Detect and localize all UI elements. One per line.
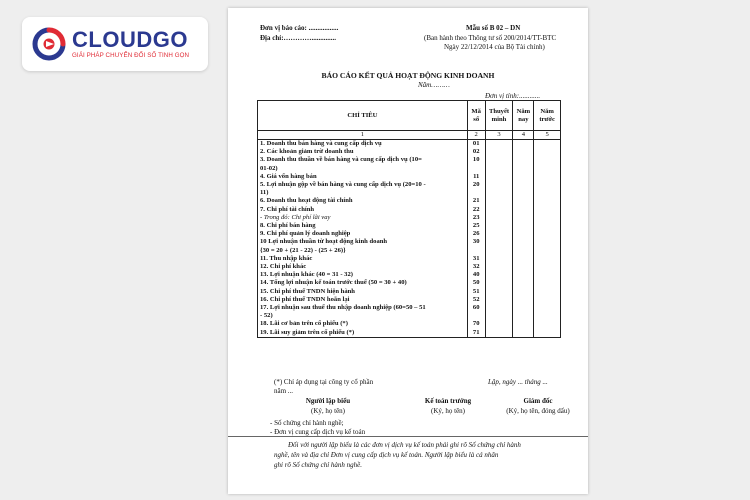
- row-label: 2. Các khoản giảm trừ doanh thu: [258, 148, 468, 156]
- signer-preparer-title: Người lập biểu: [305, 397, 351, 405]
- row-last-year-cell: [534, 222, 561, 230]
- row-code: 50: [467, 279, 485, 287]
- table-row: [258, 181, 561, 189]
- row-last-year-cell: [534, 140, 561, 149]
- row-last-year-cell: [534, 247, 561, 255]
- row-label: 9. Chi phí quản lý doanh nghiệp: [258, 230, 468, 238]
- row-code: [467, 247, 485, 255]
- table-row: [258, 206, 561, 214]
- row-last-year-cell: [534, 271, 561, 279]
- row-label: 11. Thu nhập khác: [258, 255, 468, 263]
- row-note-cell: [485, 320, 513, 328]
- row-this-year-cell: [513, 197, 534, 205]
- row-this-year-cell: [513, 271, 534, 279]
- table-row: [258, 255, 561, 263]
- row-last-year-cell: [534, 279, 561, 287]
- unit-label: Đơn vị báo cáo: .................: [260, 24, 339, 32]
- row-code: 51: [467, 288, 485, 296]
- row-this-year-cell: [513, 156, 534, 164]
- row-label: 14. Tổng lợi nhuận kế toán trước thuế (50 = 30 + 40): [258, 279, 468, 287]
- header-code: Mã số: [467, 101, 485, 131]
- row-label: {30 = 20 + (21 - 22) - (25 + 26)}: [258, 247, 468, 255]
- table-row: [258, 271, 561, 279]
- row-this-year-cell: [513, 304, 534, 312]
- col-number: 3: [485, 131, 513, 140]
- row-code: 22: [467, 206, 485, 214]
- row-this-year-cell: [513, 173, 534, 181]
- table-row: [258, 238, 561, 246]
- table-row: [258, 279, 561, 287]
- row-note-cell: [485, 206, 513, 214]
- row-note-cell: [485, 181, 513, 189]
- table-row: [258, 247, 561, 255]
- row-note-cell: [485, 222, 513, 230]
- row-label: 19. Lãi suy giảm trên cổ phiếu (*): [258, 329, 468, 338]
- row-label: - 52): [258, 312, 468, 320]
- date-line: Lập, ngày ... tháng ...: [488, 378, 548, 386]
- row-label: 5. Lợi nhuận gộp về bán hàng và cung cấp dịch vụ (20=10 -: [258, 181, 468, 189]
- row-note-cell: [485, 329, 513, 338]
- row-code: 52: [467, 296, 485, 304]
- table-row: [258, 165, 561, 173]
- row-this-year-cell: [513, 165, 534, 173]
- row-code: 02: [467, 148, 485, 156]
- row-this-year-cell: [513, 222, 534, 230]
- row-label: 1. Doanh thu bán hàng và cung cấp dịch vụ: [258, 140, 468, 149]
- table-row: [258, 296, 561, 304]
- divider: [228, 436, 588, 437]
- issued-by-line-2: Ngày 22/12/2014 của Bộ Tài chính): [444, 43, 545, 51]
- row-last-year-cell: [534, 263, 561, 271]
- row-label: 01-02): [258, 165, 468, 173]
- cloudgo-logo[interactable]: [22, 17, 208, 71]
- row-this-year-cell: [513, 288, 534, 296]
- row-code: 20: [467, 181, 485, 189]
- row-last-year-cell: [534, 148, 561, 156]
- table-row: [258, 214, 561, 222]
- address-label: Địa chỉ:…………..............: [260, 34, 337, 42]
- table-row: [258, 263, 561, 271]
- table-row: [258, 140, 561, 149]
- closing-line-3: ghi rõ Số chứng chỉ hành nghề.: [274, 461, 363, 469]
- signer-accountant-note: (Ký, họ tên): [430, 407, 466, 415]
- closing-line-1: Đối với người lập biểu là các đơn vị dịch vụ kế toán phải ghi rõ Số chứng chỉ hành: [288, 441, 521, 449]
- row-code: 01: [467, 140, 485, 149]
- row-note-cell: [485, 165, 513, 173]
- row-last-year-cell: [534, 156, 561, 164]
- row-label: 8. Chi phí bán hàng: [258, 222, 468, 230]
- row-last-year-cell: [534, 255, 561, 263]
- row-code: [467, 312, 485, 320]
- row-code: 23: [467, 214, 485, 222]
- year-short: năm ...: [274, 387, 294, 395]
- row-code: 26: [467, 230, 485, 238]
- header-last-year: Năm trước: [534, 101, 561, 131]
- closing-line-2: nghề, tên và địa chỉ Đơn vị cung cấp dịch vụ kế toán. Người lập biểu là cá nhân: [274, 451, 499, 459]
- table-row: [258, 230, 561, 238]
- table-row: [258, 329, 561, 338]
- signer-accountant-title: Kế toán trưởng: [424, 397, 472, 405]
- col-number: 1: [258, 131, 468, 140]
- row-code: 32: [467, 263, 485, 271]
- issued-by-line-1: (Ban hành theo Thông tư số 200/2014/TT-BTC: [424, 34, 557, 42]
- row-this-year-cell: [513, 140, 534, 149]
- row-this-year-cell: [513, 214, 534, 222]
- row-this-year-cell: [513, 181, 534, 189]
- col-number: 2: [467, 131, 485, 140]
- table-row: [258, 312, 561, 320]
- row-code: 70: [467, 320, 485, 328]
- row-code: 25: [467, 222, 485, 230]
- row-note-cell: [485, 148, 513, 156]
- row-label: 7. Chi phí tài chính: [258, 206, 468, 214]
- form-code: Mẫu số B 02 – DN: [466, 24, 521, 32]
- row-code: 11: [467, 173, 485, 181]
- table-row: [258, 288, 561, 296]
- row-note-cell: [485, 247, 513, 255]
- table-row: [258, 304, 561, 312]
- row-label: 18. Lãi cơ bản trên cổ phiếu (*): [258, 320, 468, 328]
- report-title: BÁO CÁO KẾT QUẢ HOẠT ĐỘNG KINH DOANH: [321, 71, 495, 80]
- row-note-cell: [485, 189, 513, 197]
- note-certificate: - Số chứng chỉ hành nghề;: [270, 419, 344, 427]
- row-last-year-cell: [534, 329, 561, 338]
- row-code: 40: [467, 271, 485, 279]
- row-last-year-cell: [534, 320, 561, 328]
- row-code: 10: [467, 156, 485, 164]
- row-this-year-cell: [513, 255, 534, 263]
- signer-director-title: Giám đốc: [523, 397, 553, 405]
- row-code: [467, 189, 485, 197]
- row-label: 13. Lợi nhuận khác (40 = 31 - 32): [258, 271, 468, 279]
- row-note-cell: [485, 214, 513, 222]
- row-note-cell: [485, 197, 513, 205]
- row-label: 4. Giá vốn hàng bán: [258, 173, 468, 181]
- row-note-cell: [485, 271, 513, 279]
- row-note-cell: [485, 263, 513, 271]
- row-this-year-cell: [513, 320, 534, 328]
- row-last-year-cell: [534, 296, 561, 304]
- row-code: 71: [467, 329, 485, 338]
- row-label: 17. Lợi nhuận sau thuế thu nhập doanh nghiệp (60=50 – 51: [258, 304, 468, 312]
- row-note-cell: [485, 279, 513, 287]
- row-last-year-cell: [534, 214, 561, 222]
- table-row: [258, 173, 561, 181]
- row-note-cell: [485, 255, 513, 263]
- signer-director-note: (Ký, họ tên, đóng dấu): [506, 407, 570, 415]
- row-last-year-cell: [534, 304, 561, 312]
- table-row: [258, 148, 561, 156]
- row-last-year-cell: [534, 197, 561, 205]
- row-this-year-cell: [513, 329, 534, 338]
- row-last-year-cell: [534, 189, 561, 197]
- row-note-cell: [485, 296, 513, 304]
- income-statement-table: [257, 100, 561, 338]
- logo-tagline: GIẢI PHÁP CHUYỂN ĐỔI SỐ TINH GỌN: [72, 51, 190, 59]
- row-note-cell: [485, 288, 513, 296]
- row-code: 30: [467, 238, 485, 246]
- row-note-cell: [485, 238, 513, 246]
- row-code: [467, 165, 485, 173]
- row-label: 10 Lợi nhuận thuần từ hoạt động kinh doanh: [258, 238, 468, 246]
- row-note-cell: [485, 140, 513, 149]
- row-code: 60: [467, 304, 485, 312]
- row-this-year-cell: [513, 263, 534, 271]
- report-year: Năm………: [418, 81, 450, 89]
- table-row: [258, 320, 561, 328]
- row-this-year-cell: [513, 230, 534, 238]
- row-this-year-cell: [513, 247, 534, 255]
- cloudgo-logo-icon: [32, 27, 66, 61]
- header-criteria: CHỈ TIÊU: [258, 101, 468, 131]
- row-label: 6. Doanh thu hoạt động tài chính: [258, 197, 468, 205]
- row-this-year-cell: [513, 296, 534, 304]
- row-note-cell: [485, 173, 513, 181]
- row-last-year-cell: [534, 181, 561, 189]
- row-this-year-cell: [513, 148, 534, 156]
- col-number: 4: [513, 131, 534, 140]
- row-last-year-cell: [534, 238, 561, 246]
- table-row: [258, 197, 561, 205]
- row-note-cell: [485, 230, 513, 238]
- row-last-year-cell: [534, 230, 561, 238]
- row-this-year-cell: [513, 189, 534, 197]
- currency-unit: Đơn vị tính:............: [485, 92, 541, 100]
- row-this-year-cell: [513, 279, 534, 287]
- row-label: 11): [258, 189, 468, 197]
- signer-preparer-note: (Ký, họ tên): [310, 407, 346, 415]
- row-last-year-cell: [534, 288, 561, 296]
- row-this-year-cell: [513, 238, 534, 246]
- row-note-cell: [485, 156, 513, 164]
- logo-name: CLOUDGO: [72, 26, 188, 52]
- header-note: Thuyết minh: [485, 101, 513, 131]
- row-last-year-cell: [534, 165, 561, 173]
- table-row: [258, 222, 561, 230]
- row-this-year-cell: [513, 312, 534, 320]
- row-label: 3. Doanh thu thuần về bán hàng và cung cấp dịch vụ (10=: [258, 156, 468, 164]
- row-code: 31: [467, 255, 485, 263]
- col-number: 5: [534, 131, 561, 140]
- row-last-year-cell: [534, 206, 561, 214]
- row-note-cell: [485, 304, 513, 312]
- note-service-unit: - Đơn vị cung cấp dịch vụ kế toán: [270, 428, 366, 436]
- table-row: [258, 156, 561, 164]
- row-label: 15. Chi phí thuế TNDN hiện hành: [258, 288, 468, 296]
- footnote: (*) Chỉ áp dụng tại công ty cổ phần: [274, 378, 374, 386]
- document-page: [228, 8, 588, 494]
- row-this-year-cell: [513, 206, 534, 214]
- row-label: - Trong đó: Chi phí lãi vay: [258, 214, 468, 222]
- row-label: 12. Chi phí khác: [258, 263, 468, 271]
- row-note-cell: [485, 312, 513, 320]
- row-last-year-cell: [534, 312, 561, 320]
- row-last-year-cell: [534, 173, 561, 181]
- table-row: [258, 189, 561, 197]
- header-this-year: Năm nay: [513, 101, 534, 131]
- row-code: 21: [467, 197, 485, 205]
- row-label: 16. Chi phí thuế TNDN hoãn lại: [258, 296, 468, 304]
